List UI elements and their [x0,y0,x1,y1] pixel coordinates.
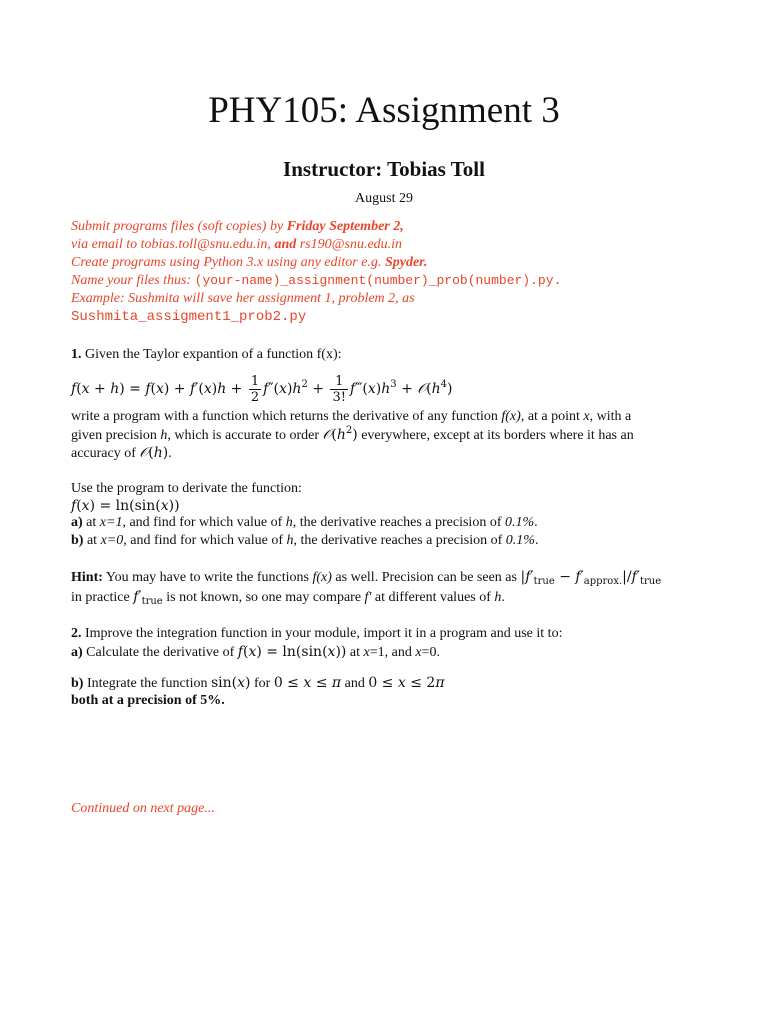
notice-line-2: via email to tobias.toll@snu.edu.in, and rs190@snu.edu.in [71,237,403,252]
problem-1-intro: 1. Given the Taylor expantion of a function f(x): [71,347,342,362]
problem-2a: a) Calculate the derivative of f(x) = ln(sin(x)) at x=1, and x=0. [71,644,440,660]
problem-1b: b) at x=0, and find for which value of h, the derivative reaches a precision of 0.1%. [71,533,539,548]
notice-line-3: Create programs using Python 3.x using any editor e.g. Spyder. [71,255,428,270]
continued-note: Continued on next page... [71,801,215,816]
taylor-equation: f(x + h) = f(x) + f′(x)h + $\frac{1}{2}$ $f''(x)h^2$ + $\frac{1}{3!}$ $f‴(x)h^3$ + $𝒪(h^4)$ [71,373,453,405]
notice-line-4: Name your files thus: (your-name)_assignment(number)_prob(number).py. [71,273,562,288]
instructor-heading: Instructor: Tobias Toll [283,157,485,181]
notice-line-1: Submit programs files (soft copies) by Friday September 2, [71,219,404,234]
date-line: August 29 [355,191,413,206]
problem-2-intro: 2. Improve the integration function in your module, import it in a program and use it to: [71,626,563,641]
notice-line-5: Example: Sushmita will save her assignment 1, problem 2, as [71,291,415,306]
problem-1a: a) at x=1, and find for which value of h, the derivative reaches a precision of 0.1%. [71,515,538,530]
page-title: PHY105: Assignment 3 [208,90,560,131]
problem-1-text-line-2: given precision h, which is accurate to order $𝒪(h^2)$ everywhere, except at its borders where it has an [71,425,634,443]
hint-line-2: in practice $f'_{true}$ is not known, so one may compare f' at different values of h. [71,589,505,607]
problem-2b-precision: both at a precision of 5%. [71,693,225,708]
problem-1-use-line: Use the program to derivate the function: [71,481,302,496]
problem-1-text-line-3: accuracy of 𝒪(h). [71,445,172,461]
problem-2b: b) Integrate the function sin(x) for 0 ≤ x ≤ π and 0 ≤ x ≤ 2π [71,675,445,691]
notice-line-6: Sushmita_assigment1_prob2.py [71,309,307,325]
function-equation: f(x) = ln(sin(x)) [71,498,180,514]
hint-line-1: Hint: You may have to write the functions f(x) as well. Precision can be seen as $|f'_{true} - f'_{approx.}|/f'_{true}$ [71,569,662,587]
problem-1-text-line-1: write a program with a function which returns the derivative of any function f(x), at a point x, with a [71,409,632,424]
